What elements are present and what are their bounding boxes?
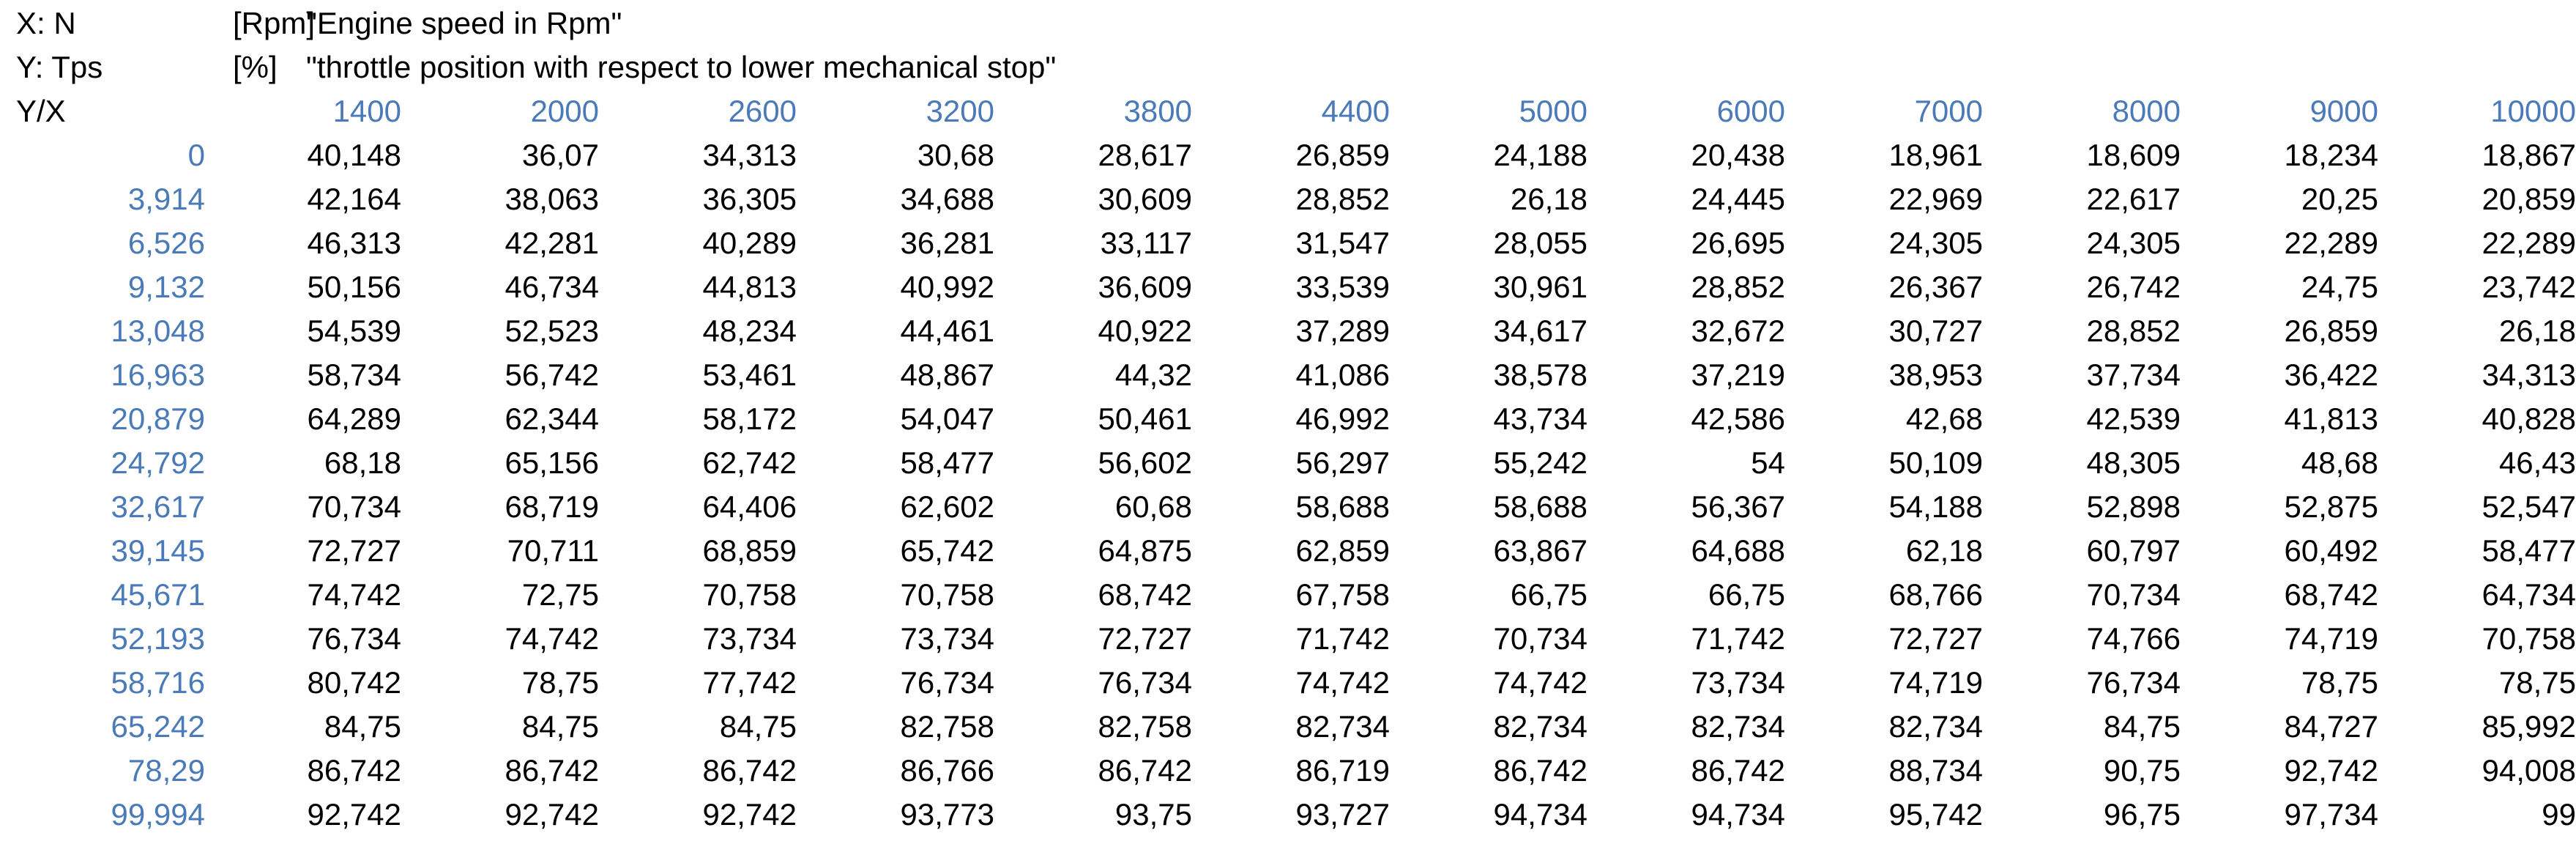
table-cell[interactable]: 44,32: [1114, 358, 1192, 392]
column-header[interactable]: 9000: [2309, 94, 2378, 128]
table-cell[interactable]: 86,742: [505, 753, 599, 788]
table-cell[interactable]: 34,688: [900, 182, 994, 216]
column-header[interactable]: 3200: [926, 94, 994, 128]
table-cell[interactable]: 92,742: [702, 797, 797, 832]
table-cell[interactable]: 28,055: [1493, 226, 1587, 260]
table-cell[interactable]: 74,742: [505, 621, 599, 656]
table-cell[interactable]: 42,68: [1905, 401, 1983, 436]
row-header[interactable]: 16,963: [111, 358, 205, 392]
table-row: [0, 221, 2576, 265]
table-cell[interactable]: 26,695: [1691, 226, 1785, 260]
table-cell[interactable]: 86,742: [1691, 753, 1785, 788]
table-cell[interactable]: 70,758: [900, 577, 994, 612]
table-cell[interactable]: 42,586: [1691, 401, 1785, 436]
table-cell[interactable]: 40,992: [900, 270, 994, 304]
column-header-row: [0, 89, 2576, 133]
table-cell[interactable]: 26,18: [1510, 182, 1587, 216]
table-cell[interactable]: 37,219: [1691, 358, 1785, 392]
column-header[interactable]: 5000: [1519, 94, 1587, 128]
x-axis-tag[interactable]: X: N: [16, 6, 76, 40]
table-cell[interactable]: 77,742: [702, 665, 797, 700]
table-cell[interactable]: 82,758: [1098, 709, 1192, 744]
table-cell[interactable]: 80,742: [307, 665, 401, 700]
table-cell[interactable]: 24,75: [2301, 270, 2378, 304]
corner-label[interactable]: Y/X: [16, 94, 66, 128]
table-cell[interactable]: 22,617: [2086, 182, 2181, 216]
table-cell[interactable]: 48,234: [702, 314, 797, 348]
table-cell[interactable]: 64,734: [2482, 577, 2576, 612]
table-cell[interactable]: 24,188: [1493, 138, 1587, 172]
table-cell[interactable]: 71,742: [1691, 621, 1785, 656]
table-cell[interactable]: 28,852: [1295, 182, 1390, 216]
table-cell[interactable]: 34,313: [702, 138, 797, 172]
table-cell[interactable]: 44,813: [702, 270, 797, 304]
column-header[interactable]: 3800: [1123, 94, 1192, 128]
table-cell[interactable]: 36,07: [521, 138, 599, 172]
table-row: [0, 617, 2576, 661]
column-header[interactable]: 10000: [2490, 94, 2576, 128]
table-cell[interactable]: 70,734: [307, 489, 401, 524]
column-header[interactable]: 8000: [2112, 94, 2181, 128]
table-cell[interactable]: 74,742: [307, 577, 401, 612]
row-header[interactable]: 52,193: [111, 621, 205, 656]
table-cell[interactable]: 38,953: [1888, 358, 1983, 392]
table-cell[interactable]: 56,367: [1691, 489, 1785, 524]
table-cell[interactable]: 42,164: [307, 182, 401, 216]
table-cell[interactable]: 99: [2542, 797, 2576, 832]
table-cell[interactable]: 23,742: [2482, 270, 2576, 304]
table-cell[interactable]: 40,289: [702, 226, 797, 260]
table-cell[interactable]: 56,297: [1295, 445, 1390, 480]
table-cell[interactable]: 30,727: [1888, 314, 1983, 348]
table-cell[interactable]: 78,75: [2498, 665, 2576, 700]
row-header[interactable]: 65,242: [111, 709, 205, 744]
table-cell[interactable]: 33,117: [1100, 226, 1192, 260]
table-cell[interactable]: 62,344: [505, 401, 599, 436]
row-header[interactable]: 78,29: [127, 753, 205, 788]
table-cell[interactable]: 58,688: [1493, 489, 1587, 524]
table-cell[interactable]: 48,305: [2086, 445, 2181, 480]
table-cell[interactable]: 68,766: [1888, 577, 1983, 612]
table-cell[interactable]: 64,875: [1098, 533, 1192, 568]
table-cell[interactable]: 72,727: [307, 533, 401, 568]
y-axis-info-row: [0, 45, 2576, 89]
table-cell[interactable]: 30,961: [1493, 270, 1587, 304]
table-cell[interactable]: 96,75: [2103, 797, 2181, 832]
table-cell[interactable]: 34,617: [1493, 314, 1587, 348]
table-cell[interactable]: 62,742: [702, 445, 797, 480]
table-cell[interactable]: 72,75: [521, 577, 599, 612]
row-header[interactable]: 9,132: [127, 270, 205, 304]
table-cell[interactable]: 76,734: [307, 621, 401, 656]
table-cell[interactable]: 48,68: [2301, 445, 2378, 480]
column-header[interactable]: 2000: [530, 94, 599, 128]
table-cell[interactable]: 72,727: [1098, 621, 1192, 656]
table-cell[interactable]: 38,063: [505, 182, 599, 216]
row-header[interactable]: 45,671: [111, 577, 205, 612]
y-axis-description[interactable]: "throttle position with respect to lower mechanical stop": [306, 50, 1057, 84]
row-header[interactable]: 3,914: [127, 182, 205, 216]
table-cell[interactable]: 86,742: [1493, 753, 1587, 788]
column-header[interactable]: 6000: [1716, 94, 1785, 128]
x-axis-unit[interactable]: [Rpm]: [233, 6, 316, 40]
table-cell[interactable]: 36,305: [702, 182, 797, 216]
table-cell[interactable]: 18,961: [1888, 138, 1983, 172]
table-cell[interactable]: 93,773: [900, 797, 994, 832]
table-cell[interactable]: 18,867: [2482, 138, 2576, 172]
table-cell[interactable]: 68,742: [1098, 577, 1192, 612]
table-cell[interactable]: 92,742: [2284, 753, 2378, 788]
table-cell[interactable]: 58,172: [702, 401, 797, 436]
table-cell[interactable]: 72,727: [1888, 621, 1983, 656]
table-cell[interactable]: 41,813: [2284, 401, 2378, 436]
table-cell[interactable]: 95,742: [1888, 797, 1983, 832]
table-row: [0, 309, 2576, 353]
table-cell[interactable]: 52,523: [505, 314, 599, 348]
table-cell[interactable]: 78,75: [2301, 665, 2378, 700]
table-row: [0, 353, 2576, 397]
table-cell[interactable]: 18,234: [2284, 138, 2378, 172]
table-cell[interactable]: 58,734: [307, 358, 401, 392]
table-cell[interactable]: 52,547: [2482, 489, 2576, 524]
table-cell[interactable]: 62,18: [1905, 533, 1983, 568]
column-header[interactable]: 2600: [728, 94, 797, 128]
row-header[interactable]: 13,048: [111, 314, 205, 348]
table-cell[interactable]: 26,859: [1295, 138, 1390, 172]
table-cell[interactable]: 70,758: [2482, 621, 2576, 656]
table-cell[interactable]: 52,898: [2086, 489, 2181, 524]
table-cell[interactable]: 62,602: [900, 489, 994, 524]
row-header[interactable]: 58,716: [111, 665, 205, 700]
table-cell[interactable]: 68,719: [505, 489, 599, 524]
table-cell[interactable]: 22,289: [2482, 226, 2576, 260]
table-cell[interactable]: 74,742: [1295, 665, 1390, 700]
table-cell[interactable]: 70,734: [1493, 621, 1587, 656]
table-cell[interactable]: 36,609: [1098, 270, 1192, 304]
table-row: [0, 441, 2576, 485]
table-cell[interactable]: 86,742: [1098, 753, 1192, 788]
table-cell[interactable]: 33,539: [1295, 270, 1390, 304]
table-cell[interactable]: 20,25: [2301, 182, 2378, 216]
table-cell[interactable]: 68,859: [702, 533, 797, 568]
table-cell[interactable]: 48,867: [900, 358, 994, 392]
table-row: [0, 705, 2576, 749]
table-cell[interactable]: 82,734: [1295, 709, 1390, 744]
column-header[interactable]: 1400: [332, 94, 401, 128]
table-cell[interactable]: 84,75: [324, 709, 401, 744]
table-cell[interactable]: 54: [1751, 445, 1785, 480]
table-cell[interactable]: 92,742: [307, 797, 401, 832]
table-cell[interactable]: 24,305: [1888, 226, 1983, 260]
table-cell[interactable]: 68,18: [324, 445, 401, 480]
table-cell[interactable]: 74,719: [2284, 621, 2378, 656]
table-cell[interactable]: 86,719: [1295, 753, 1390, 788]
table-cell[interactable]: 58,688: [1295, 489, 1390, 524]
table-cell[interactable]: 37,289: [1295, 314, 1390, 348]
table-cell[interactable]: 58,477: [2482, 533, 2576, 568]
table-cell[interactable]: 30,609: [1098, 182, 1192, 216]
table-cell[interactable]: 58,477: [900, 445, 994, 480]
table-cell[interactable]: 92,742: [505, 797, 599, 832]
table-cell[interactable]: 94,008: [2482, 753, 2576, 788]
table-cell[interactable]: 44,461: [900, 314, 994, 348]
y-axis-unit[interactable]: [%]: [233, 50, 278, 84]
table-cell[interactable]: 41,086: [1295, 358, 1390, 392]
table-cell[interactable]: 64,688: [1691, 533, 1785, 568]
table-cell[interactable]: 22,289: [2284, 226, 2378, 260]
table-cell[interactable]: 34,313: [2482, 358, 2576, 392]
table-cell[interactable]: 28,852: [2086, 314, 2181, 348]
table-cell[interactable]: 56,742: [505, 358, 599, 392]
table-cell[interactable]: 86,766: [900, 753, 994, 788]
table-cell[interactable]: 53,461: [702, 358, 797, 392]
row-header[interactable]: 6,526: [127, 226, 205, 260]
table-cell[interactable]: 54,047: [900, 401, 994, 436]
table-cell[interactable]: 64,406: [702, 489, 797, 524]
table-cell[interactable]: 24,305: [2086, 226, 2181, 260]
table-cell[interactable]: 73,734: [1691, 665, 1785, 700]
y-axis-tag[interactable]: Y: Tps: [16, 50, 103, 84]
table-cell[interactable]: 24,445: [1691, 182, 1785, 216]
table-cell[interactable]: 70,734: [2086, 577, 2181, 612]
table-cell[interactable]: 74,719: [1888, 665, 1983, 700]
table-cell[interactable]: 71,742: [1295, 621, 1390, 656]
column-header[interactable]: 4400: [1321, 94, 1390, 128]
table-cell[interactable]: 60,492: [2284, 533, 2378, 568]
table-row: [0, 573, 2576, 617]
table-cell[interactable]: 20,438: [1691, 138, 1785, 172]
row-header[interactable]: 32,617: [111, 489, 205, 524]
table-cell[interactable]: 26,859: [2284, 314, 2378, 348]
table-cell[interactable]: 56,602: [1098, 445, 1192, 480]
table-cell[interactable]: 18,609: [2086, 138, 2181, 172]
table-cell[interactable]: 93,75: [1114, 797, 1192, 832]
table-cell[interactable]: 74,742: [1493, 665, 1587, 700]
table-cell[interactable]: 26,367: [1888, 270, 1983, 304]
table-cell[interactable]: 65,156: [505, 445, 599, 480]
table-cell[interactable]: 22,969: [1888, 182, 1983, 216]
table-row: [0, 177, 2576, 221]
table-cell[interactable]: 60,797: [2086, 533, 2181, 568]
table-cell[interactable]: 78,75: [521, 665, 599, 700]
table-row: [0, 265, 2576, 309]
table-cell[interactable]: 76,734: [900, 665, 994, 700]
table-cell[interactable]: 36,281: [900, 226, 994, 260]
table-cell[interactable]: 40,148: [307, 138, 401, 172]
table-cell[interactable]: 28,617: [1098, 138, 1192, 172]
table-cell[interactable]: 84,75: [719, 709, 797, 744]
table-cell[interactable]: 42,539: [2086, 401, 2181, 436]
table-cell[interactable]: 88,734: [1888, 753, 1983, 788]
table-cell[interactable]: 54,188: [1888, 489, 1983, 524]
table-cell[interactable]: 60,68: [1114, 489, 1192, 524]
x-axis-info-row: [0, 1, 2576, 45]
table-cell[interactable]: 36,422: [2284, 358, 2378, 392]
table-cell[interactable]: 40,828: [2482, 401, 2576, 436]
column-header[interactable]: 7000: [1914, 94, 1983, 128]
table-cell[interactable]: 74,766: [2086, 621, 2181, 656]
table-cell[interactable]: 66,75: [1510, 577, 1587, 612]
table-row: [0, 529, 2576, 573]
table-cell[interactable]: 86,742: [702, 753, 797, 788]
table-cell[interactable]: 85,992: [2482, 709, 2576, 744]
table-cell[interactable]: 40,922: [1098, 314, 1192, 348]
table-cell[interactable]: 73,734: [900, 621, 994, 656]
table-cell[interactable]: 90,75: [2103, 753, 2181, 788]
table-cell[interactable]: 46,992: [1295, 401, 1390, 436]
x-axis-description[interactable]: "Engine speed in Rpm": [306, 6, 622, 40]
table-cell[interactable]: 76,734: [1098, 665, 1192, 700]
row-header[interactable]: 39,145: [111, 533, 205, 568]
table-cell[interactable]: 68,742: [2284, 577, 2378, 612]
table-cell[interactable]: 66,75: [1708, 577, 1785, 612]
table-cell[interactable]: 20,859: [2482, 182, 2576, 216]
table-cell[interactable]: 94,734: [1493, 797, 1587, 832]
table-cell[interactable]: 63,867: [1493, 533, 1587, 568]
table-cell[interactable]: 84,75: [2103, 709, 2181, 744]
table-cell[interactable]: 82,734: [1888, 709, 1983, 744]
table-cell[interactable]: 84,727: [2284, 709, 2378, 744]
table-cell[interactable]: 42,281: [505, 226, 599, 260]
table-cell[interactable]: 86,742: [307, 753, 401, 788]
table-row: [0, 661, 2576, 705]
table-cell[interactable]: 52,875: [2284, 489, 2378, 524]
table-cell[interactable]: 82,734: [1493, 709, 1587, 744]
table-cell[interactable]: 62,859: [1295, 533, 1390, 568]
table-cell[interactable]: 94,734: [1691, 797, 1785, 832]
table-cell[interactable]: 55,242: [1493, 445, 1587, 480]
table-cell[interactable]: 26,742: [2086, 270, 2181, 304]
table-cell[interactable]: 84,75: [521, 709, 599, 744]
table-cell[interactable]: 50,461: [1098, 401, 1192, 436]
table-cell[interactable]: 82,758: [900, 709, 994, 744]
row-header[interactable]: 24,792: [111, 445, 205, 480]
table-row: [0, 397, 2576, 441]
table-cell[interactable]: 32,672: [1691, 314, 1785, 348]
table-cell[interactable]: 67,758: [1295, 577, 1390, 612]
table-cell[interactable]: 93,727: [1295, 797, 1390, 832]
table-cell[interactable]: 64,289: [307, 401, 401, 436]
table-cell[interactable]: 30,68: [917, 138, 994, 172]
table-cell[interactable]: 28,852: [1691, 270, 1785, 304]
table-row: [0, 133, 2576, 177]
table-row: [0, 485, 2576, 529]
table-cell[interactable]: 50,156: [307, 270, 401, 304]
table-row: [0, 749, 2576, 793]
table-cell[interactable]: 31,547: [1295, 226, 1390, 260]
row-header[interactable]: 99,994: [111, 797, 205, 832]
table-cell[interactable]: 54,539: [307, 314, 401, 348]
table-cell[interactable]: 65,742: [900, 533, 994, 568]
table-cell[interactable]: 38,578: [1493, 358, 1587, 392]
row-header[interactable]: 0: [187, 138, 205, 172]
table-cell[interactable]: 97,734: [2284, 797, 2378, 832]
table-cell[interactable]: 73,734: [702, 621, 797, 656]
table-cell[interactable]: 37,734: [2086, 358, 2181, 392]
table-cell[interactable]: 46,43: [2498, 445, 2576, 480]
table-cell[interactable]: 70,758: [702, 577, 797, 612]
table-cell[interactable]: 76,734: [2086, 665, 2181, 700]
table-cell[interactable]: 46,313: [307, 226, 401, 260]
table-cell[interactable]: 26,18: [2498, 314, 2576, 348]
table-cell[interactable]: 70,711: [507, 533, 599, 568]
table-row: [0, 793, 2576, 837]
table-cell[interactable]: 46,734: [505, 270, 599, 304]
row-header[interactable]: 20,879: [111, 401, 205, 436]
table-cell[interactable]: 50,109: [1888, 445, 1983, 480]
table-cell[interactable]: 43,734: [1493, 401, 1587, 436]
table-cell[interactable]: 82,734: [1691, 709, 1785, 744]
